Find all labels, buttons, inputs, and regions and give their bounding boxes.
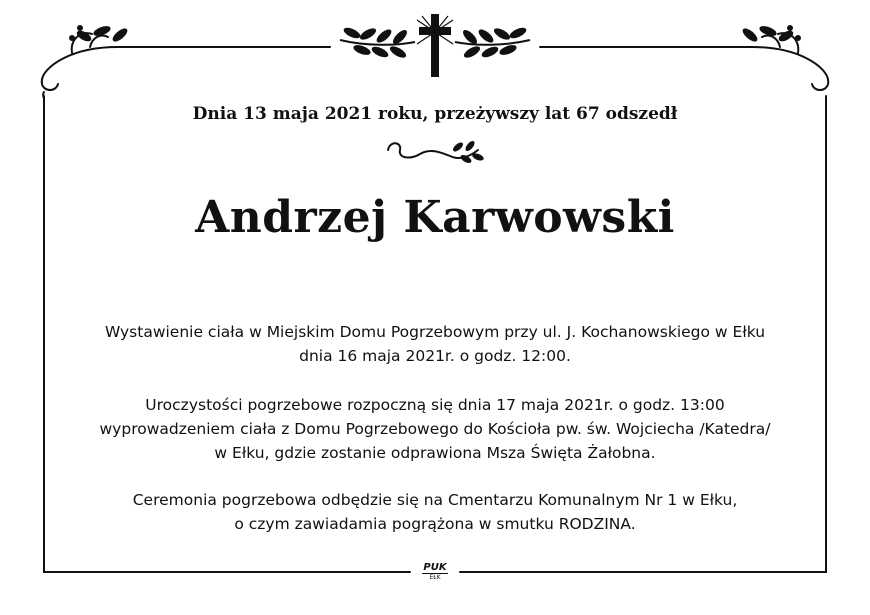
- paragraph-line: w Ełku, gdzie zostanie odprawiona Msza Święta Żałobna.: [214, 444, 656, 462]
- paragraph-line: dnia 16 maja 2021r. o godz. 12:00.: [299, 347, 571, 365]
- floral-corner-ornament-icon: [42, 33, 118, 98]
- paragraph-line: wyprowadzeniem ciała z Domu Pogrzebowego do Kościoła pw. św. Wojciecha /Katedra/: [99, 420, 771, 438]
- puk-logo: [416, 562, 454, 584]
- paragraph-line: Wystawienie ciała w Miejskim Domu Pogrzebowym przy ul. J. Kochanowskiego w Ełku: [104, 323, 766, 341]
- laurel-branch-icon: [340, 26, 415, 60]
- burial-paragraph: [40, 488, 830, 536]
- funeral-ceremony-paragraph: [40, 393, 830, 465]
- laurel-branch-icon: [455, 26, 530, 60]
- deceased-name: Andrzej Karwowski: [195, 192, 675, 243]
- floral-corner-ornament-icon: [741, 24, 829, 90]
- divider-flourish-icon: [388, 139, 485, 164]
- death-notice-header: Dnia 13 maja 2021 roku, przeżywszy lat 67 odszedł: [192, 104, 678, 124]
- viewing-paragraph: [40, 320, 830, 368]
- paragraph-line: Ceremonia pogrzebowa odbędzie się na Cmentarzu Komunalnym Nr 1 w Ełku,: [132, 491, 738, 509]
- cross-icon: [417, 14, 453, 77]
- logo-sub-text: EŁK: [422, 573, 448, 581]
- logo-main-text: PUK: [423, 562, 447, 573]
- paragraph-line: Uroczystości pogrzebowe rozpoczną się dnia 17 maja 2021r. o godz. 13:00: [145, 396, 725, 414]
- paragraph-line: o czym zawiadamia pogrążona w smutku RODZINA.: [234, 515, 636, 533]
